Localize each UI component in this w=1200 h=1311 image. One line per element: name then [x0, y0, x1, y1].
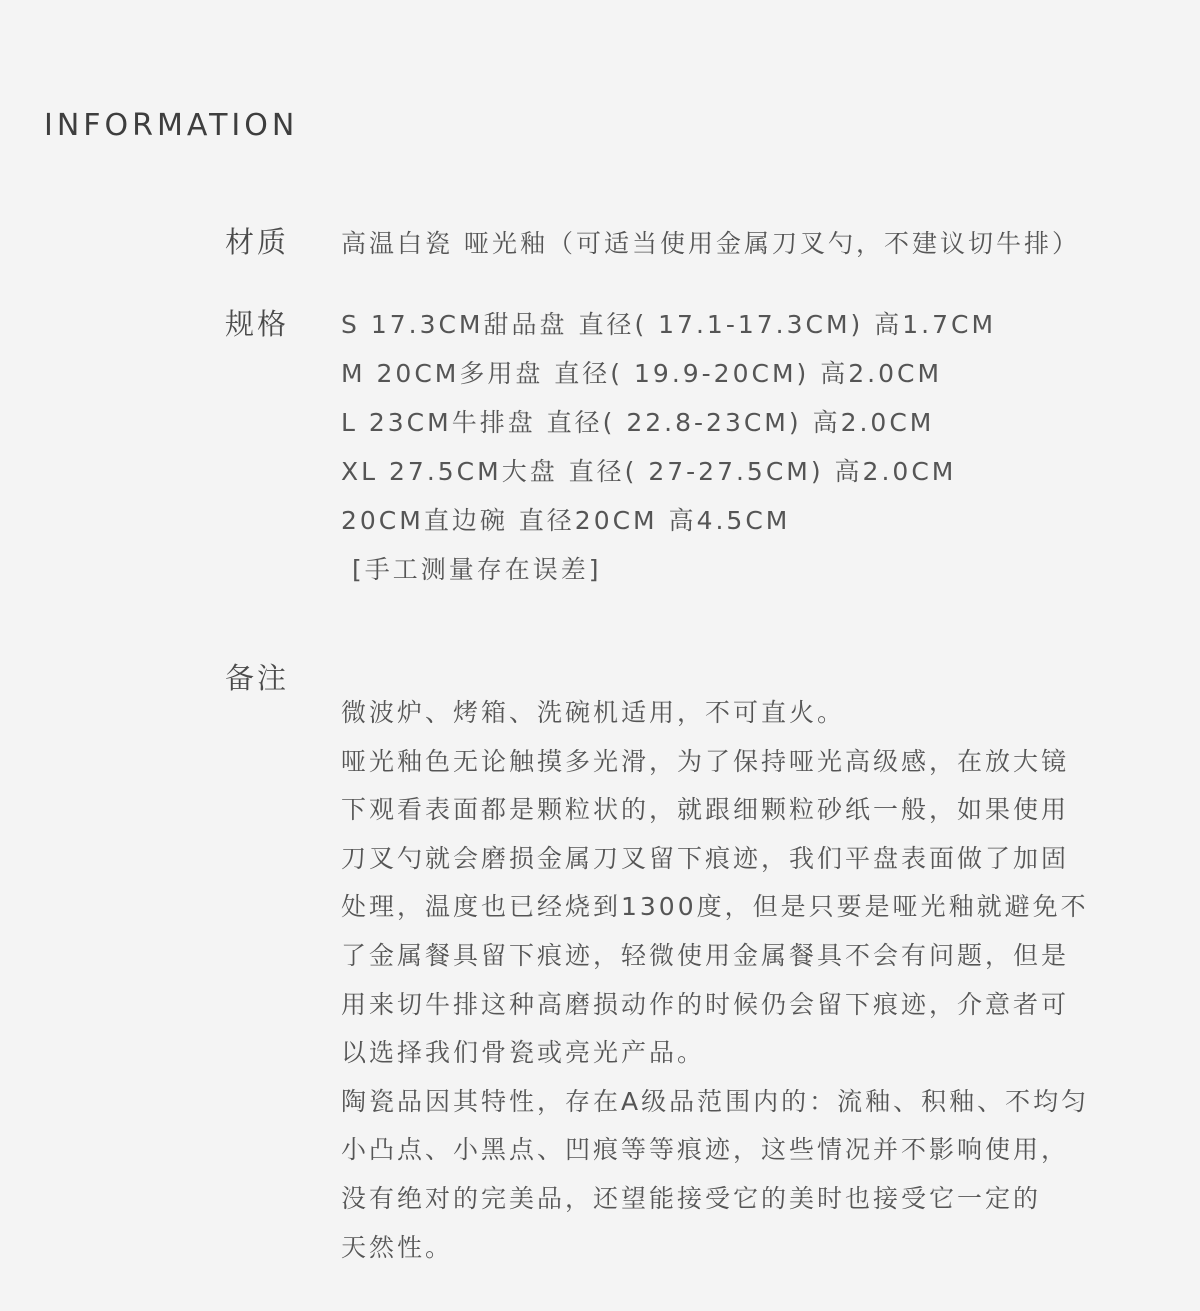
notes-line: 处理，温度也已经烧到1300度，但是只要是哑光釉就避免不	[341, 892, 1089, 922]
section-heading: INFORMATION	[44, 108, 299, 143]
notes-line: 小凸点、小黑点、凹痕等等痕迹，这些情况并不影响使用，	[341, 1135, 1070, 1165]
spec-label: 规格	[225, 307, 290, 341]
notes-line: 天然性。	[341, 1232, 454, 1262]
spec-line: S 17.3CM甜品盘 直径( 17.1-17.3CM) 高1.7CM	[341, 310, 997, 339]
notes-line: 微波炉、烤箱、洗碗机适用，不可直火。	[341, 698, 846, 727]
notes-line: 哑光釉色无论触摸多光滑，为了保持哑光高级感，在放大镜	[341, 746, 1070, 776]
notes-line: 用来切牛排这种高磨损动作的时候仍会留下痕迹，介意者可	[341, 989, 1070, 1019]
material-value: 高温白瓷 哑光釉（可适当使用金属刀叉勺，不建议切牛排）	[341, 229, 1080, 258]
measurement-note: [手工测量存在误差]	[341, 555, 602, 584]
notes-line: 下观看表面都是颗粒状的，就跟细颗粒砂纸一般，如果使用	[341, 795, 1070, 825]
notes-line: 了金属餐具留下痕迹，轻微使用金属餐具不会有问题，但是	[341, 940, 1070, 970]
notes-label: 备注	[225, 661, 290, 695]
material-label: 材质	[225, 225, 290, 259]
notes-line: 以选择我们骨瓷或亮光产品。	[341, 1038, 706, 1068]
spec-line: XL 27.5CM大盘 直径( 27-27.5CM) 高2.0CM	[341, 457, 957, 486]
spec-line: M 20CM多用盘 直径( 19.9-20CM) 高2.0CM	[341, 359, 943, 388]
notes-line: 刀叉勺就会磨损金属刀叉留下痕迹，我们平盘表面做了加固	[341, 843, 1070, 873]
notes-line: 陶瓷品因其特性，存在A级品范围内的：流釉、积釉、不均匀	[341, 1086, 1090, 1116]
spec-line: 20CM直边碗 直径20CM 高4.5CM	[341, 506, 791, 535]
notes-line: 没有绝对的完美品，还望能接受它的美时也接受它一定的	[341, 1183, 1042, 1213]
spec-line: L 23CM牛排盘 直径( 22.8-23CM) 高2.0CM	[341, 408, 935, 437]
spec-list	[341, 300, 996, 594]
notes-list	[341, 689, 1089, 1272]
